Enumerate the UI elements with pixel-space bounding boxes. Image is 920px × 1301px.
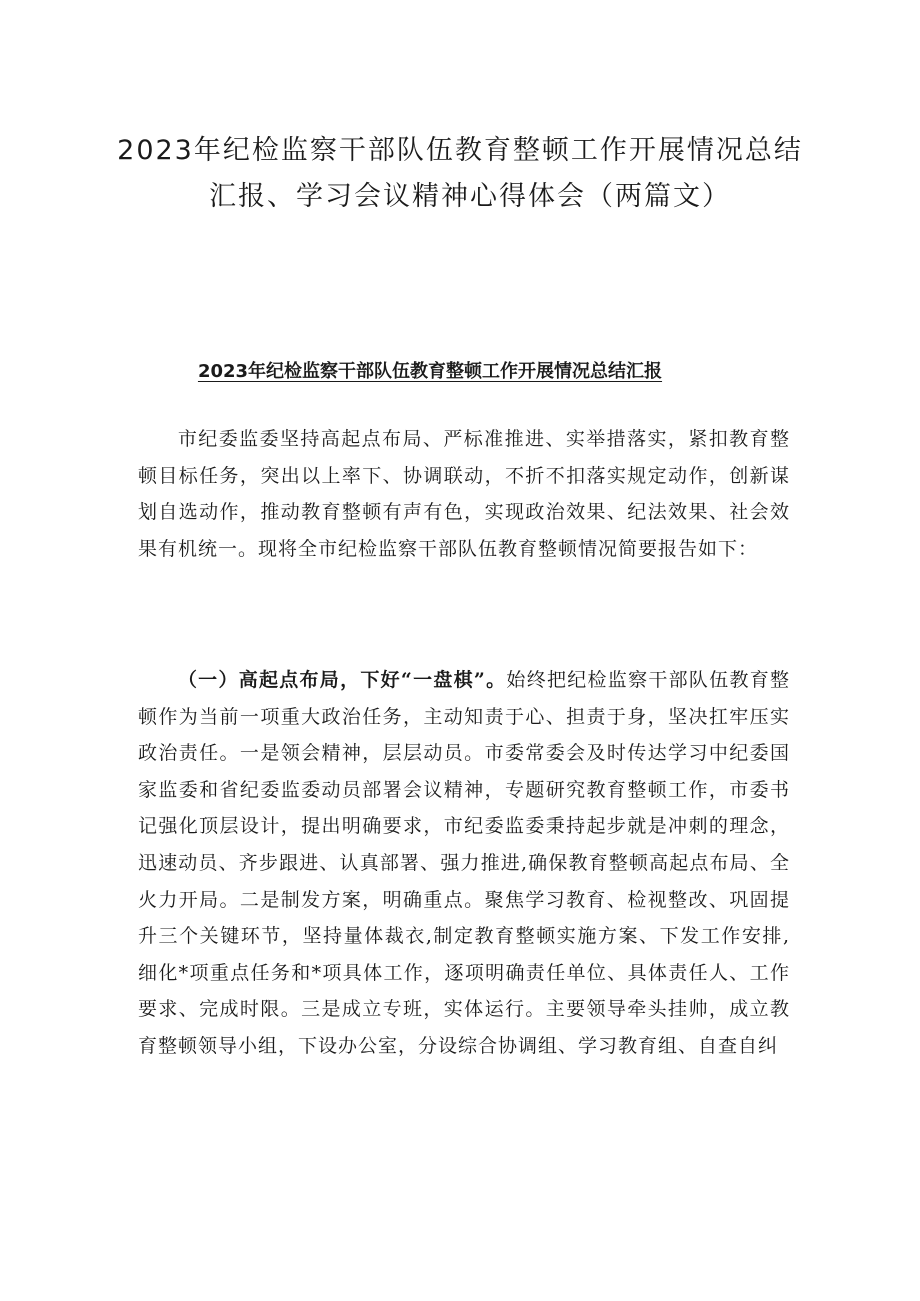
document-title-line-2: 汇报、学习会议精神心得体会（两篇文） (209, 181, 731, 213)
section-heading: 2023年纪检监察干部队伍教育整顿工作开展情况总结汇报 (197, 361, 663, 382)
paragraph-intro: 市纪委监委坚持高起点布局、严标准推进、实举措落实，紧扣教育整顿目标任务，突出以上率下、协调联动，不折不扣落实规定动作，创新谋划自选动作，推动教育整顿有声有色，实现政治效果、纪法效果、社会效果有机统一。现将全市纪检监察干部队伍教育整顿情况简要报告如下： (138, 428, 790, 560)
paragraph-section-1 (138, 662, 790, 1065)
document-title (0, 128, 920, 220)
document-title-line-1: 2023年纪检监察干部队伍教育整顿工作开展情况总结 (117, 135, 803, 167)
paragraph-section-1-body: 始终把纪检监察干部队伍教育整顿作为当前一项重大政治任务，主动知责于心、担责于身，坚决扛牢压实政治责任。一是领会精神，层层动员。市委常委会及时传达学习中纪委国家监委和省纪委监委动员部署会议精神，专题研究教育整顿工作，市委书记强化顶层设计，提出明确要求，市纪委监委秉持起步就是冲刺的理念，迅速动员、齐步跟进、认真部署、强力推进,确保教育整顿高起点布局、全火力开局。二是制发方案，明确重点。聚焦学习教育、检视整改、巩固提升三个关键环节，坚持量体裁衣,制定教育整顿实施方案、下发工作安排,细化*项重点任务和*项具体工作，逐项明确责任单位、具体责任人、工作要求、完成时限。三是成立专班，实体运行。主要领导牵头挂帅，成立教育整顿领导小组，下设办公室，分设综合协调组、学习教育组、自查自纠 (138, 669, 790, 1057)
paragraph-section-1-lead: （一）高起点布局，下好“一盘棋”。 (177, 669, 507, 691)
